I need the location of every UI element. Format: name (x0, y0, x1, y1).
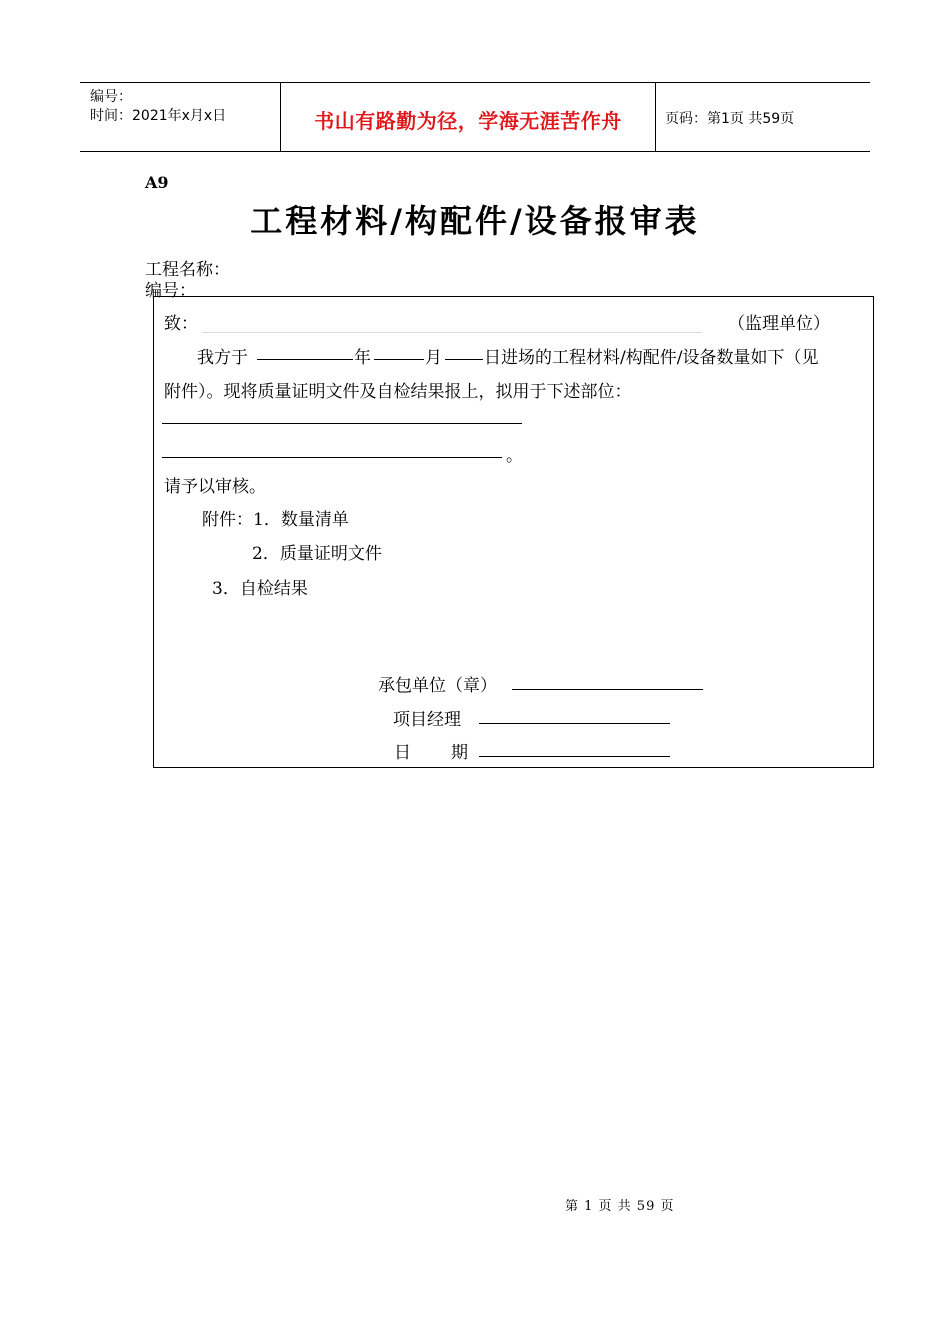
supervisor-unit-label: （监理单位） (728, 314, 830, 334)
page-header (80, 82, 870, 152)
form-title: 工程材料/构配件/设备报审表 (250, 202, 700, 240)
header-motto: 书山有路勤为径，学海无涯苦作舟 (314, 109, 622, 133)
footer-page-number: 第 1 页 共 59 页 (565, 1199, 675, 1214)
location-field-1[interactable] (162, 423, 522, 424)
para1-start: 我方于 (197, 348, 248, 368)
year-field[interactable] (257, 359, 353, 360)
para1-month: 月 (425, 348, 442, 368)
attachment-1: 附件：1．数量清单 (202, 510, 349, 530)
request-text: 请予以审核。 (164, 477, 266, 497)
header-number-label: 编号： (90, 89, 132, 105)
header-motto-cell (280, 83, 656, 151)
manager-sign-field[interactable] (479, 723, 670, 724)
header-page-label: 页码：第1页 共59页 (665, 111, 795, 127)
contractor-sign-field[interactable] (512, 689, 703, 690)
attachment-3: 3．自检结果 (212, 579, 308, 599)
manager-label: 项目经理 (393, 710, 461, 730)
para1-rest: 日进场的工程材料/构配件/设备数量如下（见 (484, 348, 819, 368)
date-label-a: 日 (394, 743, 411, 763)
month-field[interactable] (374, 359, 424, 360)
form-number-label: 编号： (145, 281, 196, 301)
header-page-cell (655, 83, 870, 151)
header-left-cell (80, 83, 280, 151)
header-time-label: 时间：2021年x月x日 (90, 108, 227, 124)
supervisor-unit-field[interactable] (202, 332, 702, 333)
para1-line2: 附件）。现将质量证明文件及自检结果报上，拟用于下述部位： (164, 382, 632, 402)
date-label-b: 期 (451, 743, 468, 763)
form-code: A9 (145, 173, 169, 192)
day-field[interactable] (445, 359, 483, 360)
contractor-label: 承包单位（章） (378, 676, 497, 696)
date-sign-field[interactable] (479, 756, 670, 757)
location-field-2[interactable] (162, 457, 502, 458)
para1-year: 年 (354, 348, 371, 368)
form-box (153, 296, 874, 768)
attachment-2: 2．质量证明文件 (252, 544, 382, 564)
project-name-label: 工程名称： (145, 260, 230, 280)
to-label: 致： (164, 314, 198, 334)
location-period: 。 (506, 446, 523, 466)
